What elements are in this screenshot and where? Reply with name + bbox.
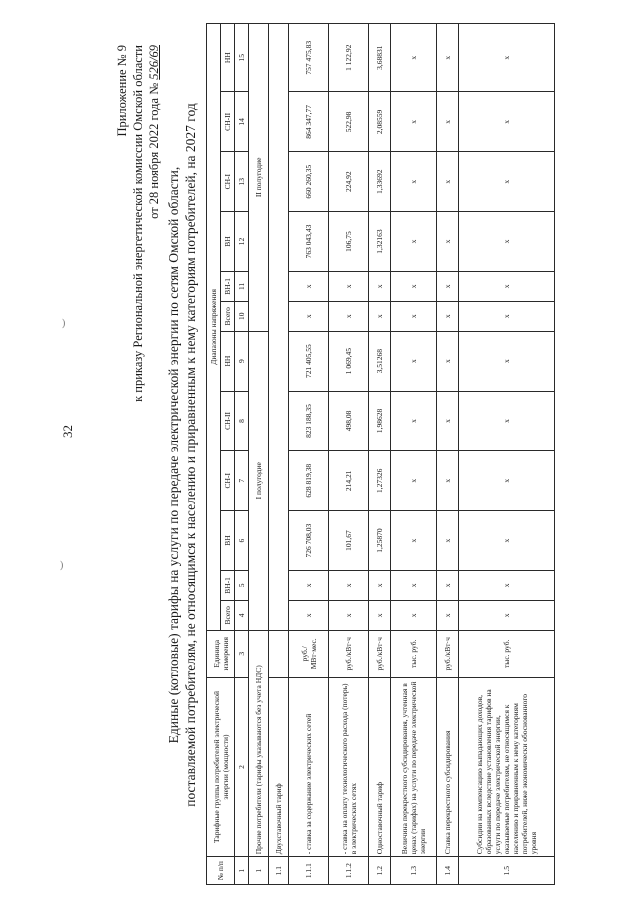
appendix-date: от 28 ноября 2022 года № — [147, 82, 161, 219]
value-cell: х — [329, 271, 369, 301]
table-row — [391, 24, 437, 885]
value-cell: х — [391, 600, 437, 630]
col-head-nn: НН — [221, 24, 235, 92]
col-head-sn2: СН-II — [221, 92, 235, 152]
value-cell: х — [369, 301, 391, 331]
row-unit: тыс. руб. — [459, 630, 555, 677]
title-line1: Единые (котловые) тарифы на услуги по передаче электрической энергии по сетям Омской области, — [166, 166, 181, 744]
value-cell: х — [459, 391, 555, 451]
row-num: 1.4 — [437, 857, 459, 885]
value-cell: 1,98628 — [369, 391, 391, 451]
col-head-total: Всего — [221, 301, 235, 331]
index-cell: 5 — [235, 570, 249, 600]
index-cell: 12 — [235, 212, 249, 272]
col-head-vn1: ВН-1 — [221, 570, 235, 600]
index-cell: 4 — [235, 600, 249, 630]
value-cell: х — [437, 24, 459, 92]
table-row — [437, 24, 459, 885]
value-cell: х — [391, 271, 437, 301]
row-num: 1.1.1 — [289, 857, 329, 885]
col-head-sn2: СН-II — [221, 391, 235, 451]
section-num: 1 — [249, 857, 269, 885]
value-cell: 498,08 — [329, 391, 369, 451]
row-unit: руб./кВт·ч — [437, 630, 459, 677]
value-cell: х — [369, 570, 391, 600]
value-cell: х — [369, 271, 391, 301]
table-row — [329, 24, 369, 885]
value-cell: х — [391, 301, 437, 331]
value-cell: х — [391, 24, 437, 92]
rotated-page-content — [0, 5, 640, 905]
index-cell: 1 — [235, 857, 249, 885]
col-head-vn: ВН — [221, 511, 235, 571]
value-cell: х — [391, 152, 437, 212]
value-cell: 1 069,45 — [329, 331, 369, 391]
value-cell: х — [289, 271, 329, 301]
half-year-2: II полугодие — [249, 24, 269, 332]
value-cell: 1 122,92 — [329, 24, 369, 92]
table-row — [459, 24, 555, 885]
row-num: 1.2 — [369, 857, 391, 885]
value-cell: х — [391, 570, 437, 600]
subsection-label: Двухставочный тариф — [269, 677, 289, 856]
value-cell: 660 260,35 — [289, 152, 329, 212]
value-cell: х — [459, 24, 555, 92]
col-head-nn: НН — [221, 331, 235, 391]
header-row-1 — [207, 24, 221, 885]
row-label: Субсидии на компенсацию выпадающих доходов, образованных вследствие установления тарифов на услуги по передаче электрической энергии, оказываемые потребителям, не относящимся к населению и приравненным к нему категориям потребителей, ниже экономически обоснованного уровня — [459, 677, 555, 856]
value-cell: 628 819,38 — [289, 451, 329, 511]
row-unit: тыс. руб. — [391, 630, 437, 677]
value-cell: 721 405,55 — [289, 331, 329, 391]
value-cell: 757 475,83 — [289, 24, 329, 92]
index-cell: 9 — [235, 331, 249, 391]
order-number: 526/69 — [147, 45, 161, 80]
row-unit: руб./кВт·ч — [329, 630, 369, 677]
index-row — [235, 24, 249, 885]
empty-cell — [269, 24, 289, 631]
page-number: 32 — [60, 425, 75, 438]
col-head-group: Тарифные группы потребителей электрической энергии (мощности) — [207, 677, 235, 856]
section-row — [249, 24, 269, 885]
value-cell: х — [459, 331, 555, 391]
value-cell: х — [329, 600, 369, 630]
index-cell: 3 — [235, 630, 249, 677]
appendix-line2: к приказу Региональной энергетической комиссии Омской области — [131, 45, 145, 402]
value-cell: х — [289, 570, 329, 600]
value-cell: х — [459, 92, 555, 152]
col-head-total: Всего — [221, 600, 235, 630]
table-row — [289, 24, 329, 885]
scan-mark: ) — [62, 318, 66, 329]
value-cell: х — [329, 301, 369, 331]
value-cell: х — [437, 451, 459, 511]
value-cell: х — [437, 301, 459, 331]
value-cell: 224,92 — [329, 152, 369, 212]
row-label: Ставка перекрестного субсидирования — [437, 677, 459, 856]
value-cell: х — [437, 92, 459, 152]
value-cell: х — [459, 570, 555, 600]
value-cell: х — [459, 600, 555, 630]
value-cell: х — [437, 391, 459, 451]
value-cell: 1,25870 — [369, 511, 391, 571]
value-cell: х — [391, 331, 437, 391]
empty-cell — [269, 630, 289, 677]
row-num: 1.1.2 — [329, 857, 369, 885]
value-cell: 1,32163 — [369, 212, 391, 272]
row-label: - ставка на оплату технологического расхода (потерь) в электрических сетях — [329, 677, 369, 856]
value-cell: 106,75 — [329, 212, 369, 272]
value-cell: х — [459, 212, 555, 272]
value-cell: 763 043,43 — [289, 212, 329, 272]
value-cell: х — [437, 570, 459, 600]
appendix-header — [114, 45, 162, 402]
value-cell: 823 188,35 — [289, 391, 329, 451]
appendix-line1: Приложение № 9 — [115, 45, 129, 137]
col-head-sn1: СН-I — [221, 451, 235, 511]
value-cell: 214,21 — [329, 451, 369, 511]
col-head-ranges: Диапазоны напряжения — [207, 24, 221, 631]
title-line2: поставляемой потребителям, не относящимся к населению и приравненным к нему категориям потребителей, на 2027 год — [183, 103, 198, 807]
index-cell: 2 — [235, 677, 249, 856]
value-cell: 3,51268 — [369, 331, 391, 391]
value-cell: х — [391, 451, 437, 511]
subsection-num: 1.1 — [269, 857, 289, 885]
col-head-vn1: ВН-1 — [221, 271, 235, 301]
index-cell: 13 — [235, 152, 249, 212]
value-cell: 1,33692 — [369, 152, 391, 212]
value-cell: х — [459, 301, 555, 331]
row-unit: руб./кВт·ч — [369, 630, 391, 677]
index-cell: 8 — [235, 391, 249, 451]
value-cell: х — [391, 212, 437, 272]
row-num: 1.5 — [459, 857, 555, 885]
value-cell: х — [329, 570, 369, 600]
value-cell: х — [437, 331, 459, 391]
value-cell: х — [459, 271, 555, 301]
value-cell: 101,67 — [329, 511, 369, 571]
index-cell: 6 — [235, 511, 249, 571]
table-row — [369, 24, 391, 885]
value-cell: 1,27326 — [369, 451, 391, 511]
value-cell: х — [391, 92, 437, 152]
value-cell: х — [437, 600, 459, 630]
row-unit: руб./МВт·мес. — [289, 630, 329, 677]
document-title — [165, 5, 199, 905]
value-cell: х — [437, 511, 459, 571]
value-cell: х — [391, 391, 437, 451]
row-label: Одноставочный тариф — [369, 677, 391, 856]
value-cell: х — [459, 451, 555, 511]
subsection-row — [269, 24, 289, 885]
value-cell: х — [289, 600, 329, 630]
tariff-table — [206, 23, 555, 885]
value-cell: х — [289, 301, 329, 331]
value-cell: х — [369, 600, 391, 630]
value-cell: 864 347,77 — [289, 92, 329, 152]
col-head-num: № п/п — [207, 857, 235, 885]
index-cell: 15 — [235, 24, 249, 92]
value-cell: 726 708,03 — [289, 511, 329, 571]
row-label: - ставка за содержание электрических сетей — [289, 677, 329, 856]
index-cell: 10 — [235, 301, 249, 331]
value-cell: х — [391, 511, 437, 571]
row-num: 1.3 — [391, 857, 437, 885]
value-cell: х — [437, 152, 459, 212]
value-cell: 522,98 — [329, 92, 369, 152]
col-head-unit: Единица измерения — [207, 630, 235, 677]
appendix-line3 — [146, 45, 162, 402]
section-label: Прочие потребители (тарифы указываются без учета НДС) — [249, 630, 269, 856]
value-cell: 2,08559 — [369, 92, 391, 152]
index-cell: 7 — [235, 451, 249, 511]
value-cell: 3,68831 — [369, 24, 391, 92]
value-cell: х — [459, 152, 555, 212]
value-cell: х — [459, 511, 555, 571]
index-cell: 14 — [235, 92, 249, 152]
index-cell: 11 — [235, 271, 249, 301]
half-year-1: I полугодие — [249, 331, 269, 630]
value-cell: х — [437, 212, 459, 272]
tariff-table-wrapper — [206, 23, 555, 885]
col-head-sn1: СН-I — [221, 152, 235, 212]
value-cell: х — [437, 271, 459, 301]
row-label: Величина перекрестного субсидирования, учтенная в ценах (тарифах) на услуги по передаче электрической энергии — [391, 677, 437, 856]
scan-mark: ) — [60, 560, 64, 571]
col-head-vn: ВН — [221, 212, 235, 272]
